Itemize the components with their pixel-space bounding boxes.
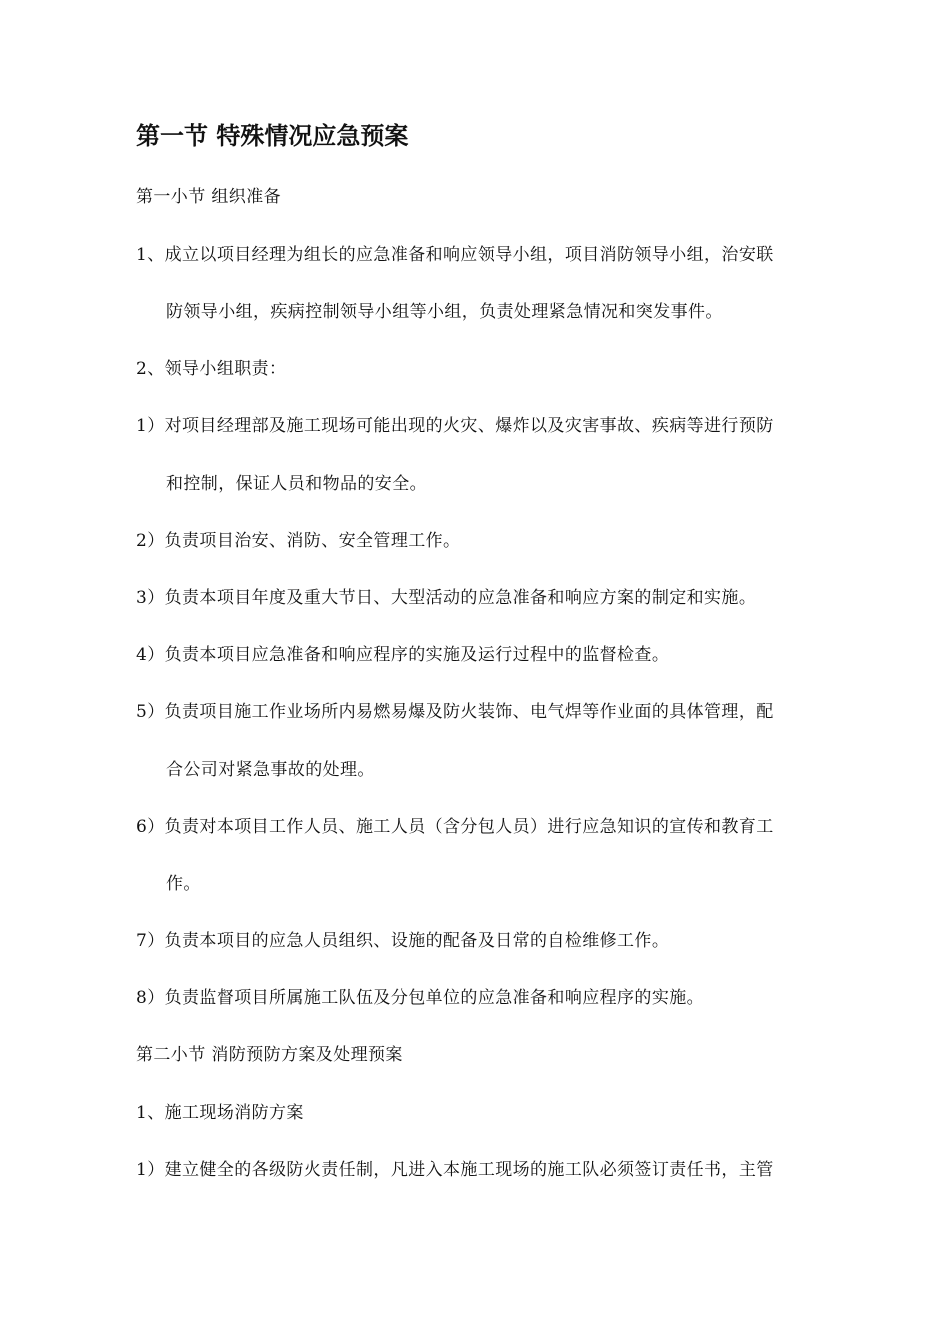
paragraph-line: 合公司对紧急事故的处理。 <box>166 760 375 780</box>
paragraph-line: 1、施工现场消防方案 <box>136 1103 304 1123</box>
paragraph-line: 8）负责监督项目所属施工队伍及分包单位的应急准备和响应程序的实施。 <box>136 988 705 1008</box>
paragraph-line: 4）负责本项目应急准备和响应程序的实施及运行过程中的监督检查。 <box>136 645 670 665</box>
subsection-heading: 第二小节 消防预防方案及处理预案 <box>136 1045 403 1065</box>
paragraph-line: 5）负责项目施工作业场所内易燃易爆及防火装饰、电气焊等作业面的具体管理，配 <box>136 702 774 722</box>
paragraph-line: 防领导小组，疾病控制领导小组等小组，负责处理紧急情况和突发事件。 <box>166 302 723 322</box>
paragraph-line: 7）负责本项目的应急人员组织、设施的配备及日常的自检维修工作。 <box>136 931 670 951</box>
paragraph-line: 1、成立以项目经理为组长的应急准备和响应领导小组，项目消防领导小组，治安联 <box>136 245 774 265</box>
paragraph-line: 3）负责本项目年度及重大节日、大型活动的应急准备和响应方案的制定和实施。 <box>136 588 757 608</box>
subsection-heading: 第一小节 组织准备 <box>136 187 282 207</box>
paragraph-line: 2、领导小组职责： <box>136 359 287 379</box>
paragraph-line: 1）对项目经理部及施工现场可能出现的火灾、爆炸以及灾害事故、疾病等进行预防 <box>136 416 774 436</box>
paragraph-line: 作。 <box>166 874 201 894</box>
paragraph-line: 6）负责对本项目工作人员、施工人员（含分包人员）进行应急知识的宣传和教育工 <box>136 817 774 837</box>
paragraph-line: 1）建立健全的各级防火责任制，凡进入本施工现场的施工队必须签订责任书，主管 <box>136 1160 774 1180</box>
paragraph-line: 和控制，保证人员和物品的安全。 <box>166 474 427 494</box>
paragraph-line: 2）负责项目治安、消防、安全管理工作。 <box>136 531 461 551</box>
section-title: 第一节 特殊情况应急预案 <box>136 122 409 150</box>
